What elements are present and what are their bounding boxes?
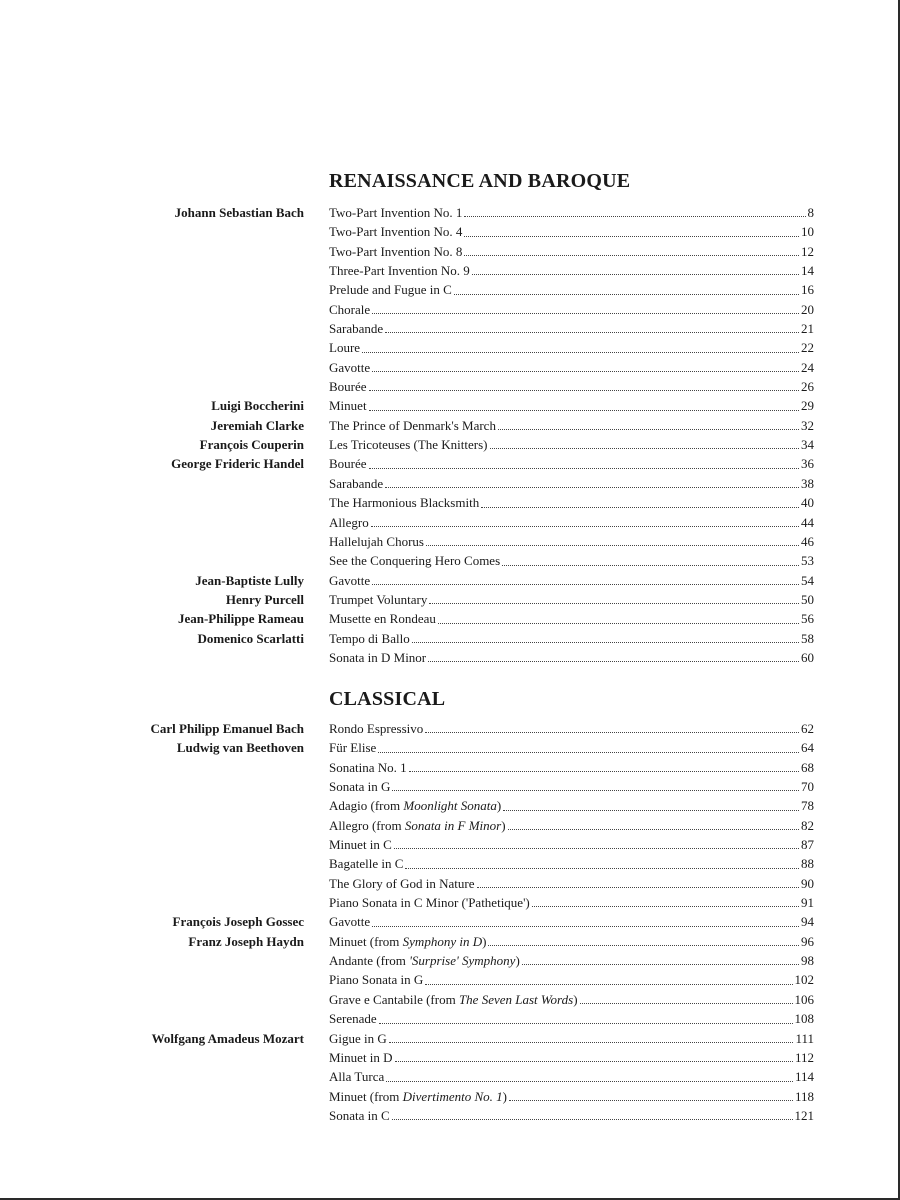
piece-title-italic: Divertimento No. 1 bbox=[402, 1088, 503, 1104]
page-number: 64 bbox=[801, 740, 814, 756]
dot-leader bbox=[372, 926, 799, 927]
dot-leader bbox=[532, 906, 799, 907]
page-number: 60 bbox=[801, 649, 814, 665]
page-number: 21 bbox=[801, 321, 814, 337]
piece-title bbox=[329, 932, 487, 951]
piece-title-text: Minuet (from bbox=[329, 1088, 403, 1104]
dot-leader bbox=[385, 487, 799, 488]
toc-entry[interactable] bbox=[329, 854, 814, 873]
page-number: 78 bbox=[801, 798, 814, 814]
page-number: 98 bbox=[801, 953, 814, 969]
page-number: 56 bbox=[801, 611, 814, 627]
page-number: 32 bbox=[801, 417, 814, 433]
toc-entry[interactable] bbox=[329, 893, 814, 912]
toc-entry[interactable] bbox=[329, 280, 814, 299]
toc-entry[interactable] bbox=[329, 551, 814, 570]
toc-row bbox=[0, 951, 900, 970]
toc-entry[interactable] bbox=[329, 738, 814, 757]
toc-row bbox=[0, 435, 900, 454]
dot-leader bbox=[385, 332, 799, 333]
page-number: 50 bbox=[801, 591, 814, 607]
page-number: 16 bbox=[801, 282, 814, 298]
composer-name: Franz Joseph Haydn bbox=[188, 933, 304, 949]
toc-row bbox=[0, 629, 900, 648]
toc-entry[interactable] bbox=[329, 835, 814, 854]
piece-title: Trumpet Voluntary bbox=[329, 591, 428, 607]
page-number: 26 bbox=[801, 379, 814, 395]
dot-leader bbox=[429, 603, 799, 604]
composer-name: Jeremiah Clarke bbox=[210, 417, 304, 433]
piece-title: The Harmonious Blacksmith bbox=[329, 495, 480, 511]
composer-name: Carl Philipp Emanuel Bach bbox=[150, 721, 304, 736]
composer-name: Johann Sebastian Bach bbox=[174, 205, 304, 220]
dot-leader bbox=[392, 1119, 793, 1120]
piece-title-text: ) bbox=[482, 933, 487, 949]
piece-title: Gavotte bbox=[329, 914, 371, 930]
toc-entry[interactable] bbox=[329, 261, 814, 280]
dot-leader bbox=[369, 410, 799, 411]
toc-row bbox=[0, 493, 900, 512]
dot-leader bbox=[395, 1061, 793, 1062]
piece-title: Gigue in G bbox=[329, 1030, 387, 1046]
piece-title: Three-Part Invention No. 9 bbox=[329, 263, 470, 279]
toc-row bbox=[0, 319, 900, 338]
toc-row bbox=[0, 609, 900, 628]
page-number: 108 bbox=[794, 1011, 814, 1027]
dot-leader bbox=[405, 868, 799, 869]
piece-title bbox=[329, 990, 579, 1009]
page-number: 46 bbox=[801, 533, 814, 549]
piece-title: Allegro bbox=[329, 514, 369, 530]
toc-entry[interactable] bbox=[329, 1106, 814, 1125]
piece-title: Rondo Espressivo bbox=[329, 721, 424, 736]
composer-name: George Frideric Handel bbox=[171, 456, 304, 472]
toc-entry[interactable] bbox=[329, 816, 814, 835]
piece-title-italic: Moonlight Sonata bbox=[403, 798, 497, 814]
page-number: 102 bbox=[794, 972, 814, 988]
dot-leader bbox=[490, 448, 799, 449]
piece-title-text: Minuet (from bbox=[329, 933, 403, 949]
piece-title: The Prince of Denmark's March bbox=[329, 417, 496, 433]
dot-leader bbox=[362, 352, 799, 353]
dot-leader bbox=[369, 390, 799, 391]
toc-entry[interactable] bbox=[329, 1009, 814, 1028]
page-number: 12 bbox=[801, 243, 814, 259]
composer-name: Wolfgang Amadeus Mozart bbox=[151, 1030, 304, 1046]
composer-name: François Joseph Gossec bbox=[172, 914, 304, 930]
toc-entry[interactable] bbox=[329, 874, 814, 893]
toc-row bbox=[0, 1106, 900, 1125]
dot-leader bbox=[428, 661, 799, 662]
toc-row bbox=[0, 532, 900, 551]
page-number: 29 bbox=[801, 398, 814, 414]
page-number: 14 bbox=[801, 263, 814, 279]
toc-entry[interactable] bbox=[329, 474, 814, 493]
toc-row bbox=[0, 1087, 900, 1106]
piece-title-italic: Symphony in D bbox=[402, 933, 483, 949]
piece-title-text: ) bbox=[496, 798, 502, 814]
piece-title: Sonata in D Minor bbox=[329, 649, 427, 665]
dot-leader bbox=[386, 1081, 793, 1082]
toc-entry[interactable] bbox=[329, 932, 814, 951]
toc-row bbox=[0, 758, 900, 777]
toc-entry[interactable] bbox=[329, 970, 814, 989]
piece-title: Für Elise bbox=[329, 740, 377, 756]
dot-leader bbox=[372, 313, 799, 314]
dot-leader bbox=[502, 565, 799, 566]
page-number: 24 bbox=[801, 359, 814, 375]
page-number: 94 bbox=[801, 914, 814, 930]
piece-title: Gavotte bbox=[329, 359, 371, 375]
piece-title-text: Allegro (from bbox=[329, 817, 405, 833]
toc-entry[interactable] bbox=[329, 513, 814, 532]
piece-title: Bagatelle in C bbox=[329, 856, 404, 872]
toc-entry[interactable] bbox=[329, 319, 814, 338]
toc-row bbox=[0, 571, 900, 590]
dot-leader bbox=[392, 790, 799, 791]
composer-name: Ludwig van Beethoven bbox=[176, 740, 304, 756]
section-heading: RENAISSANCE AND BAROQUE bbox=[329, 170, 631, 192]
piece-title: Minuet in D bbox=[329, 1049, 393, 1065]
piece-title-text: ) bbox=[515, 953, 520, 969]
page-number: 53 bbox=[801, 553, 814, 569]
toc-row bbox=[0, 932, 900, 951]
piece-title: Two-Part Invention No. 1 bbox=[329, 205, 463, 220]
toc-row bbox=[0, 222, 900, 241]
dot-leader bbox=[371, 526, 799, 527]
dot-leader bbox=[498, 429, 799, 430]
piece-title: The Glory of God in Nature bbox=[329, 875, 475, 891]
toc-row bbox=[0, 719, 900, 738]
dot-leader bbox=[409, 771, 799, 772]
toc-entry[interactable] bbox=[329, 493, 814, 512]
toc-row bbox=[0, 912, 900, 931]
piece-title-text: Grave e Cantabile (from bbox=[329, 991, 459, 1007]
toc-row bbox=[0, 796, 900, 815]
dot-leader bbox=[488, 945, 799, 946]
dot-leader bbox=[454, 294, 799, 295]
page-number: 91 bbox=[801, 895, 814, 911]
toc-row bbox=[0, 1029, 900, 1048]
page-number: 112 bbox=[794, 1049, 814, 1065]
piece-title-text: ) bbox=[501, 817, 506, 833]
toc-entry[interactable] bbox=[329, 358, 814, 377]
dot-leader bbox=[580, 1003, 793, 1004]
dot-leader bbox=[522, 964, 799, 965]
toc-row bbox=[0, 338, 900, 357]
dot-leader bbox=[369, 468, 799, 469]
dot-leader bbox=[425, 732, 799, 733]
composer-name: François Couperin bbox=[199, 437, 304, 453]
page-number: 70 bbox=[801, 779, 814, 795]
toc-row bbox=[0, 1067, 900, 1086]
page-number: 118 bbox=[794, 1088, 814, 1104]
page-number: 114 bbox=[794, 1069, 814, 1085]
page-number: 10 bbox=[801, 224, 814, 240]
toc-entry[interactable] bbox=[329, 416, 814, 435]
toc-entry[interactable] bbox=[329, 338, 814, 357]
toc-entry[interactable] bbox=[329, 912, 814, 931]
page-number: 88 bbox=[801, 856, 814, 872]
toc-row bbox=[0, 396, 900, 415]
piece-title: Tempo di Ballo bbox=[329, 630, 410, 646]
toc-row bbox=[0, 416, 900, 435]
dot-leader bbox=[477, 887, 800, 888]
toc-entry[interactable] bbox=[329, 300, 814, 319]
page-number: 121 bbox=[794, 1107, 814, 1123]
section-heading: CLASSICAL bbox=[329, 688, 446, 710]
dot-leader bbox=[412, 642, 799, 643]
toc-row bbox=[0, 203, 900, 222]
piece-title: Gavotte bbox=[329, 572, 371, 588]
toc-row bbox=[0, 990, 900, 1009]
toc-entry[interactable] bbox=[329, 777, 814, 796]
piece-title: See the Conquering Hero Comes bbox=[329, 553, 501, 569]
piece-title-text: Adagio (from bbox=[329, 798, 404, 814]
piece-title: Piano Sonata in C Minor ('Pathetique') bbox=[329, 895, 530, 911]
toc-row bbox=[0, 648, 900, 667]
piece-title bbox=[329, 796, 502, 815]
dot-leader bbox=[379, 1023, 793, 1024]
page-number: 38 bbox=[801, 475, 814, 491]
toc-entry[interactable] bbox=[329, 648, 814, 667]
toc-entry[interactable] bbox=[329, 719, 814, 738]
toc-row bbox=[0, 280, 900, 299]
toc-entry[interactable] bbox=[329, 629, 814, 648]
toc-row bbox=[0, 1048, 900, 1067]
piece-title: Musette en Rondeau bbox=[329, 611, 436, 627]
piece-title: Minuet bbox=[329, 398, 367, 414]
toc-entry[interactable] bbox=[329, 796, 814, 815]
piece-title: Hallelujah Chorus bbox=[329, 533, 424, 549]
page-number: 62 bbox=[801, 721, 814, 736]
page-number: 96 bbox=[801, 933, 814, 949]
piece-title: Loure bbox=[329, 340, 361, 356]
piece-title: Sarabande bbox=[329, 475, 384, 491]
page-number: 106 bbox=[794, 991, 814, 1007]
page-number: 22 bbox=[801, 340, 814, 356]
toc-entry[interactable] bbox=[329, 1087, 814, 1106]
page-number: 8 bbox=[807, 205, 814, 220]
page-number: 58 bbox=[801, 630, 814, 646]
piece-title-italic: The Seven Last Words bbox=[458, 991, 574, 1007]
piece-title: Chorale bbox=[329, 301, 371, 317]
dot-leader bbox=[372, 371, 799, 372]
dot-leader bbox=[372, 584, 799, 585]
toc-row bbox=[0, 738, 900, 757]
toc-list bbox=[0, 719, 900, 1125]
piece-title-italic: 'Surprise' Symphony bbox=[409, 953, 516, 969]
toc-entry[interactable] bbox=[329, 396, 814, 415]
page-number: 36 bbox=[801, 456, 814, 472]
page-number: 20 bbox=[801, 301, 814, 317]
page-number: 68 bbox=[801, 759, 814, 775]
page-number: 111 bbox=[795, 1030, 814, 1046]
toc-row bbox=[0, 300, 900, 319]
dot-leader bbox=[426, 545, 799, 546]
piece-title-italic: Sonata in F Minor bbox=[404, 817, 502, 833]
piece-title: Bourée bbox=[329, 456, 367, 472]
page-number: 82 bbox=[801, 817, 814, 833]
toc-entry[interactable] bbox=[329, 609, 814, 628]
composer-name: Jean-Baptiste Lully bbox=[195, 572, 304, 588]
piece-title: Minuet in C bbox=[329, 837, 392, 853]
toc-entry[interactable] bbox=[329, 990, 814, 1009]
toc-row bbox=[0, 590, 900, 609]
toc-entry[interactable] bbox=[329, 377, 814, 396]
page-number: 54 bbox=[801, 572, 814, 588]
composer-name: Henry Purcell bbox=[225, 591, 304, 607]
toc-entry[interactable] bbox=[329, 951, 814, 970]
toc-entry[interactable] bbox=[329, 532, 814, 551]
toc-entry[interactable] bbox=[329, 203, 814, 222]
toc-row bbox=[0, 893, 900, 912]
dot-leader bbox=[508, 829, 799, 830]
piece-title bbox=[329, 816, 507, 835]
page-number: 90 bbox=[801, 875, 814, 891]
toc-entry[interactable] bbox=[329, 242, 814, 261]
dot-leader bbox=[503, 810, 799, 811]
toc-entry[interactable] bbox=[329, 1067, 814, 1086]
piece-title: Sarabande bbox=[329, 321, 384, 337]
dot-leader bbox=[481, 507, 799, 508]
toc-entry[interactable] bbox=[329, 222, 814, 241]
toc-row bbox=[0, 970, 900, 989]
page-number: 40 bbox=[801, 495, 814, 511]
toc-row bbox=[0, 513, 900, 532]
piece-title: Alla Turca bbox=[329, 1069, 385, 1085]
toc-row bbox=[0, 261, 900, 280]
dot-leader bbox=[509, 1100, 793, 1101]
page-number: 87 bbox=[801, 837, 814, 853]
composer-name: Luigi Boccherini bbox=[211, 398, 304, 414]
toc-entry[interactable] bbox=[329, 454, 814, 473]
piece-title: Sonatina No. 1 bbox=[329, 759, 407, 775]
piece-title: Sonata in G bbox=[329, 779, 391, 795]
toc-row bbox=[0, 854, 900, 873]
toc-row bbox=[0, 242, 900, 261]
toc-row bbox=[0, 474, 900, 493]
toc-entry[interactable] bbox=[329, 571, 814, 590]
piece-title: Piano Sonata in G bbox=[329, 972, 424, 988]
toc-row bbox=[0, 816, 900, 835]
piece-title: Serenade bbox=[329, 1011, 377, 1027]
toc-entry[interactable] bbox=[329, 1029, 814, 1048]
composer-name: Jean-Philippe Rameau bbox=[177, 611, 304, 627]
toc-list bbox=[0, 203, 900, 667]
piece-title-text: Andante (from bbox=[329, 953, 410, 969]
toc-entry[interactable] bbox=[329, 590, 814, 609]
piece-title: Les Tricoteuses (The Knitters) bbox=[329, 437, 488, 453]
toc-row bbox=[0, 377, 900, 396]
dot-leader bbox=[464, 236, 799, 237]
piece-title: Two-Part Invention No. 4 bbox=[329, 224, 463, 240]
dot-leader bbox=[389, 1042, 794, 1043]
composer-name: Domenico Scarlatti bbox=[197, 630, 304, 646]
dot-leader bbox=[394, 848, 799, 849]
dot-leader bbox=[438, 623, 799, 624]
page-number: 44 bbox=[801, 514, 814, 530]
piece-title: Two-Part Invention No. 8 bbox=[329, 243, 463, 259]
toc-entry[interactable] bbox=[329, 1048, 814, 1067]
dot-leader bbox=[425, 984, 792, 985]
toc-row bbox=[0, 358, 900, 377]
page-number: 34 bbox=[801, 437, 814, 453]
dot-leader bbox=[378, 752, 799, 753]
piece-title bbox=[329, 951, 521, 970]
toc-row bbox=[0, 874, 900, 893]
toc-row bbox=[0, 454, 900, 473]
toc-row bbox=[0, 777, 900, 796]
dot-leader bbox=[472, 274, 799, 275]
piece-title-text: ) bbox=[502, 1088, 508, 1104]
piece-title bbox=[329, 1087, 508, 1106]
piece-title: Prelude and Fugue in C bbox=[329, 282, 452, 298]
piece-title: Sonata in C bbox=[329, 1107, 390, 1123]
dot-leader bbox=[464, 216, 805, 217]
toc-entry[interactable] bbox=[329, 758, 814, 777]
toc-row bbox=[0, 1009, 900, 1028]
piece-title-text: ) bbox=[573, 991, 578, 1007]
piece-title: Bourée bbox=[329, 379, 367, 395]
toc-row bbox=[0, 551, 900, 570]
toc-row bbox=[0, 835, 900, 854]
dot-leader bbox=[464, 255, 799, 256]
toc-entry[interactable] bbox=[329, 435, 814, 454]
